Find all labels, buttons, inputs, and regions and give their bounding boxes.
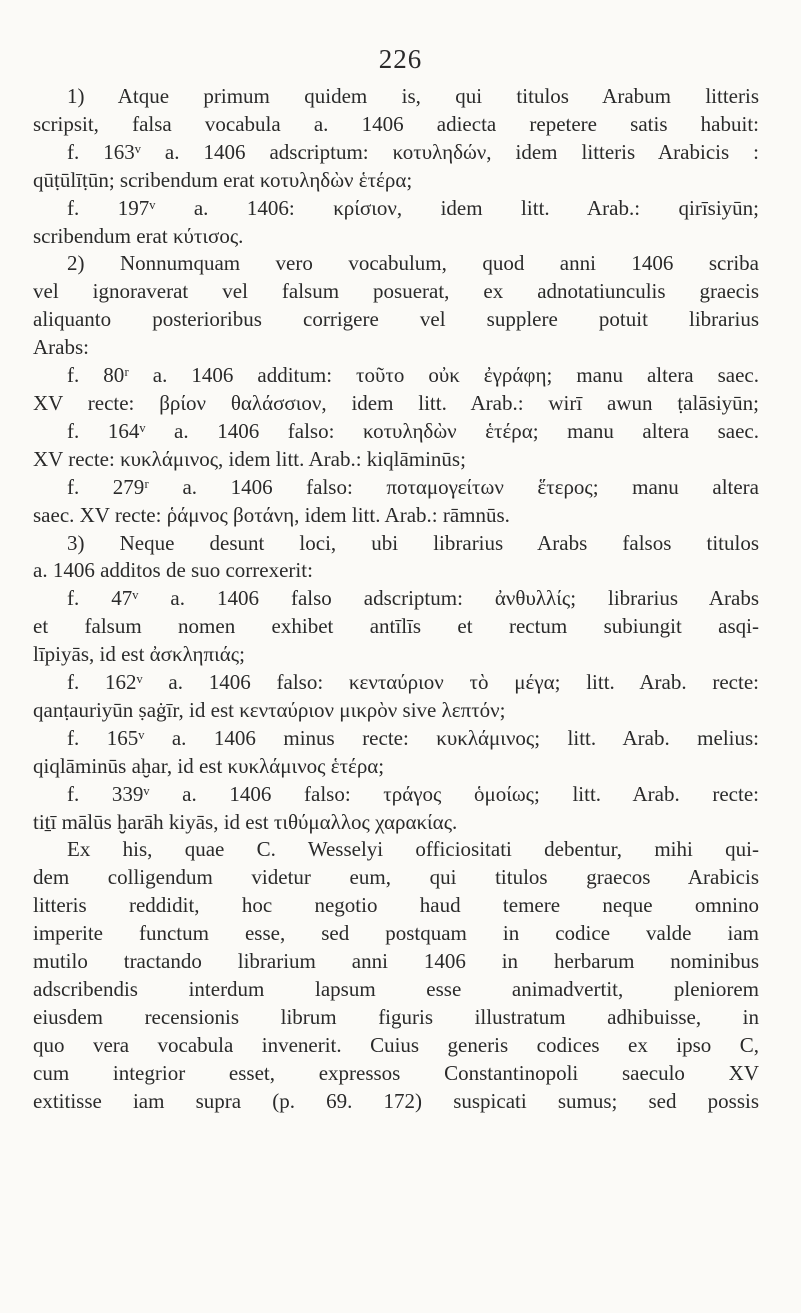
text-line: 1) Atque primum quidem is, qui titulos Arabum litteris: [67, 84, 759, 108]
text-line: f. 165ᵛ a. 1406 minus recte: κυκλάμινος; litt. Arab. melius:: [67, 725, 759, 750]
text-line: dem colligendum videtur eum, qui titulos graecos Arabicis: [33, 865, 759, 890]
text-line: f. 162ᵛ a. 1406 falso: κενταύριον τὸ μέγα; litt. Arab. recte:: [67, 670, 759, 695]
text-line: litteris reddidit, hoc negotio haud temere neque omnino: [33, 893, 759, 918]
text-line: f. 80ʳ a. 1406 additum: τοῦτο οὐκ ἐγράφη; manu altera saec.: [67, 363, 759, 388]
text-line: eiusdem recensionis librum figuris illustratum adhibuisse, in: [33, 1004, 759, 1029]
text-line: f. 47ᵛ a. 1406 falso adscriptum: ἀνθυλλίς; librarius Arabs: [67, 586, 759, 611]
text-line: līpiyās, id est ἀσκληπιάς;: [33, 642, 245, 667]
text-line: extitisse iam supra (p. 69. 172) suspicati sumus; sed possis: [33, 1088, 759, 1113]
text-line: 2) Nonnumquam vero vocabulum, quod anni 1406 scriba: [67, 251, 759, 276]
text-line: adscribendis interdum lapsum esse animadvertit, pleniorem: [33, 977, 759, 1001]
text-line: f. 163ᵛ a. 1406 adscriptum: κοτυληδών, idem litteris Arabicis :: [67, 139, 759, 164]
text-line: vel ignoraverat vel falsum posuerat, ex adnotatiunculis graecis: [33, 279, 759, 304]
text-line: a. 1406 additos de suo correxerit:: [33, 558, 313, 583]
page-number: 226: [378, 44, 423, 74]
text-line: f. 197ᵛ a. 1406: κρίσιον, idem litt. Arab.: qirīsiyūn;: [67, 195, 759, 220]
text-line: saec. XV recte: ῥάμνος βοτάνη, idem litt. Arab.: rāmnūs.: [33, 502, 510, 527]
text-line: Arabs:: [33, 335, 89, 360]
text-line: qūṭūlīṭūn; scribendum erat κοτυληδὼν ἑτέρα;: [33, 167, 413, 192]
text-line: 3) Neque desunt loci, ubi librarius Arabs falsos titulos: [67, 530, 759, 555]
text-line: XV recte: κυκλάμινος, idem litt. Arab.: kiqlāminūs;: [33, 446, 466, 471]
text-line: imperite functum esse, sed postquam in codice valde iam: [33, 921, 759, 946]
text-line: XV recte: βρίον θαλάσσιον, idem litt. Arab.: wirī awun ṭalāsiyūn;: [33, 390, 759, 415]
text-line: cum integrior esset, expressos Constantinopoli saeculo XV: [33, 1060, 759, 1085]
text-line: scripsit, falsa vocabula a. 1406 adiecta repetere satis habuit:: [33, 111, 759, 136]
text-line: mutilo tractando librarium anni 1406 in herbarum nominibus: [33, 949, 759, 974]
body-text: [33, 83, 759, 1116]
text-line: Ex his, quae C. Wesselyi officiositati debentur, mihi qui-: [67, 837, 759, 862]
text-line: tiṯī mālūs ḫarāh kiyās, id est τιθύμαλλος χαρακίας.: [33, 809, 458, 834]
text-line: scribendum erat κύτισος.: [33, 223, 244, 248]
text-line: aliquanto posterioribus corrigere vel supplere potuit librarius: [33, 307, 759, 332]
text-line: quo vera vocabula invenerit. Cuius generis codices ex ipso C,: [33, 1032, 759, 1057]
text-line: qiqlāminūs aḫar, id est κυκλάμινος ἑτέρα;: [33, 753, 385, 778]
text-line: f. 279ʳ a. 1406 falso: ποταμογείτων ἕτερος; manu altera: [67, 474, 759, 499]
text-line: f. 164ᵛ a. 1406 falso: κοτυληδὼν ἑτέρα; manu altera saec.: [67, 418, 759, 443]
text-line: f. 339ᵛ a. 1406 falso: τράγος ὁμοίως; litt. Arab. recte:: [67, 781, 759, 806]
text-line: et falsum nomen exhibet antīlīs et rectum subiungit asqi-: [33, 614, 759, 639]
text-line: qanṭauriyūn ṣaġīr, id est κενταύριον μικρὸν sive λεπτόν;: [33, 697, 506, 722]
